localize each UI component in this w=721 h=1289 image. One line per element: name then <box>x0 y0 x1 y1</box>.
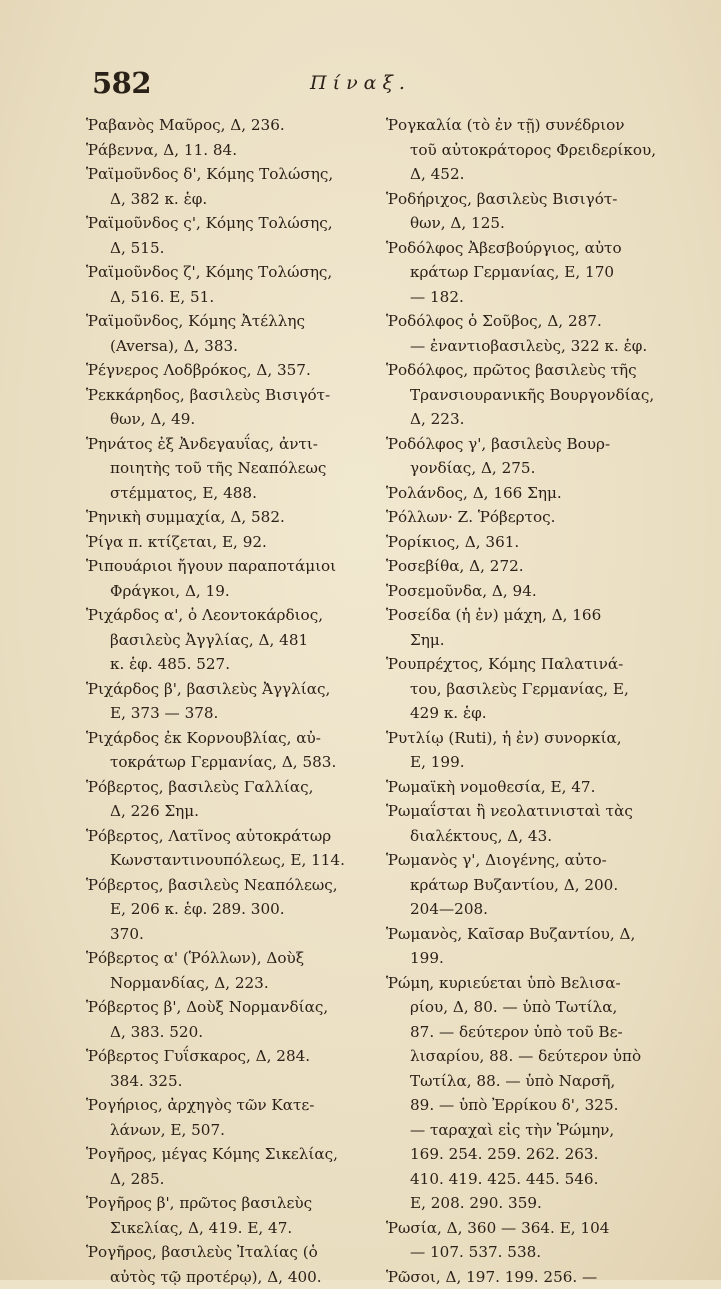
index-entry: Ῥόβερτος, βασιλεὺς Γαλλίας, <box>86 775 376 800</box>
index-entry-continuation: Φράγκοι, Δ, 19. <box>86 579 376 604</box>
index-entry-continuation: γονδίας, Δ, 275. <box>386 456 682 481</box>
index-entry: Ῥαϊμοῦνδος ς', Κόμης Τολώσης, <box>86 211 376 236</box>
index-column-left <box>86 113 376 1289</box>
index-column-right <box>386 113 682 1289</box>
index-entry: Ῥωμαΐσται ἢ νεολατινισταὶ τὰς <box>386 799 682 824</box>
index-entry-continuation: Δ, 383. 520. <box>86 1020 376 1045</box>
index-entry: Ῥυτλίῳ (Ruti), ἡ ἐν) συνορκία, <box>386 726 682 751</box>
index-entry: Ῥορίκιος, Δ, 361. <box>386 530 682 555</box>
index-entry-continuation: κ. ἑφ. 485. 527. <box>86 652 376 677</box>
index-entry-continuation: κράτωρ Βυζαντίου, Δ, 200. <box>386 873 682 898</box>
index-entry-continuation: Ε, 206 κ. ἑφ. 289. 300. <box>86 897 376 922</box>
index-entry-continuation: τοῦ αὐτοκράτορος Φρειδερίκου, <box>386 138 682 163</box>
index-entry-continuation: Νορμανδίας, Δ, 223. <box>86 971 376 996</box>
index-entry-continuation: Ε, 199. <box>386 750 682 775</box>
index-entry-continuation: 429 κ. ἑφ. <box>386 701 682 726</box>
index-entry: Ῥόλλων· Ζ. Ῥόβερτος. <box>386 505 682 530</box>
index-entry-continuation: Δ, 452. <box>386 162 682 187</box>
index-entry-continuation: θων, Δ, 49. <box>86 407 376 432</box>
index-entry-continuation: βασιλεὺς Ἀγγλίας, Δ, 481 <box>86 628 376 653</box>
index-entry-continuation: — 107. 537. 538. <box>386 1240 682 1265</box>
index-entry: Ῥιχάρδος β', βασιλεὺς Ἀγγλίας, <box>86 677 376 702</box>
index-entry: Ῥοδήριχος, βασιλεὺς Βισιγότ- <box>386 187 682 212</box>
index-entry-continuation: (Aversa), Δ, 383. <box>86 334 376 359</box>
index-entry-continuation: — ἐναντιοβασιλεὺς, 322 κ. ἑφ. <box>386 334 682 359</box>
index-entry-continuation: Τωτίλα, 88. — ὑπὸ Ναρσῆ, <box>386 1069 682 1094</box>
index-entry: Ῥωμανὸς, Καῖσαρ Βυζαντίου, Δ, <box>386 922 682 947</box>
index-entry: Ῥοδόλφος ὁ Σοῦβος, Δ, 287. <box>386 309 682 334</box>
index-entry-continuation: τοκράτωρ Γερμανίας, Δ, 583. <box>86 750 376 775</box>
index-entry: Ῥόβερτος, βασιλεὺς Νεαπόλεως, <box>86 873 376 898</box>
index-entry-continuation: ρίου, Δ, 80. — ὑπὸ Τωτίλα, <box>386 995 682 1020</box>
index-entry-continuation: στέμματος, Ε, 488. <box>86 481 376 506</box>
index-entry-continuation: λάνων, Ε, 507. <box>86 1118 376 1143</box>
index-entry: Ῥιχάρδος α', ὁ Λεοντοκάρδιος, <box>86 603 376 628</box>
index-entry: Ῥηνάτος ἐξ Ἀνδεγαυΐας, ἀντι- <box>86 432 376 457</box>
index-entry: Ῥόβερτος, Λατῖνος αὐτοκράτωρ <box>86 824 376 849</box>
index-entry: Ῥαϊμοῦνδος δ', Κόμης Τολώσης, <box>86 162 376 187</box>
index-entry: Ῥοδόλφος, πρῶτος βασιλεὺς τῆς <box>386 358 682 383</box>
index-entry: Ῥοδόλφος Ἀβεσβούργιος, αὐτο <box>386 236 682 261</box>
index-entry: Ῥοσείδα (ἡ ἐν) μάχη, Δ, 166 <box>386 603 682 628</box>
index-entry: Ῥόβερτος α' (Ῥόλλων), Δοὺξ <box>86 946 376 971</box>
index-entry-continuation: 199. <box>386 946 682 971</box>
index-entry-continuation: ποιητὴς τοῦ τῆς Νεαπόλεως <box>86 456 376 481</box>
index-entry-continuation: — 182. <box>386 285 682 310</box>
index-entry: Ῥαϊμοῦνδος ζ', Κόμης Τολώσης, <box>86 260 376 285</box>
index-entry: Ῥόβερτος Γυΐσκαρος, Δ, 284. <box>86 1044 376 1069</box>
index-entry: Ῥαβανὸς Μαῦρος, Δ, 236. <box>86 113 376 138</box>
index-entry-continuation: Κωνσταντινουπόλεως, Ε, 114. <box>86 848 376 873</box>
index-entry-continuation: αὐτὸς τῷ προτέρῳ), Δ, 400. <box>86 1265 376 1289</box>
index-entry: Ῥογκαλία (τὸ ἐν τῇ) συνέδριον <box>386 113 682 138</box>
index-entry-continuation: Δ, 516. Ε, 51. <box>86 285 376 310</box>
page-number: 582 <box>92 66 151 100</box>
index-entry: Ῥῶσοι, Δ, 197. 199. 256. — <box>386 1265 682 1289</box>
index-entry: Ῥογῆρος, βασιλεὺς Ἰταλίας (ὁ <box>86 1240 376 1265</box>
index-entry: Ῥεκκάρηδος, βασιλεὺς Βισιγότ- <box>86 383 376 408</box>
running-title: Πίναξ. <box>0 72 721 94</box>
index-entry-continuation: Δ, 285. <box>86 1167 376 1192</box>
index-entry-continuation: Δ, 226 Σημ. <box>86 799 376 824</box>
index-entry: Ῥώμη, κυριεύεται ὑπὸ Βελισα- <box>386 971 682 996</box>
index-entry: Ῥίγα π. κτίζεται, Ε, 92. <box>86 530 376 555</box>
index-entry-continuation: θων, Δ, 125. <box>386 211 682 236</box>
index-entry-continuation: — ταραχαὶ εἰς τὴν Ῥώμην, <box>386 1118 682 1143</box>
index-entry-continuation: του, βασιλεὺς Γερμανίας, Ε, <box>386 677 682 702</box>
index-entry-continuation: Σικελίας, Δ, 419. Ε, 47. <box>86 1216 376 1241</box>
index-entry: Ῥοδόλφος γ', βασιλεὺς Βουρ- <box>386 432 682 457</box>
index-entry: Ῥογῆρος, μέγας Κόμης Σικελίας, <box>86 1142 376 1167</box>
index-entry-continuation: Σημ. <box>386 628 682 653</box>
index-entry: Ῥουπρέχτος, Κόμης Παλατινά- <box>386 652 682 677</box>
index-entry: Ῥαϊμοῦνδος, Κόμης Ἀτέλλης <box>86 309 376 334</box>
index-entry-continuation: διαλέκτους, Δ, 43. <box>386 824 682 849</box>
index-entry-continuation: 370. <box>86 922 376 947</box>
index-entry-continuation: Τρανσιουρανικῆς Βουργονδίας, <box>386 383 682 408</box>
index-entry-continuation: 87. — δεύτερον ὑπὸ τοῦ Βε- <box>386 1020 682 1045</box>
index-entry-continuation: Δ, 515. <box>86 236 376 261</box>
index-entry-continuation: Δ, 382 κ. ἑφ. <box>86 187 376 212</box>
index-entry-continuation: 384. 325. <box>86 1069 376 1094</box>
index-entry: Ῥιπουάριοι ἤγουν παραποτάμιοι <box>86 554 376 579</box>
index-entry-continuation: λισαρίου, 88. — δεύτερον ὑπὸ <box>386 1044 682 1069</box>
index-entry: Ῥωμανὸς γ', Διογένης, αὐτο- <box>386 848 682 873</box>
index-entry: Ῥωμαϊκὴ νομοθεσία, Ε, 47. <box>386 775 682 800</box>
index-entry: Ῥοσεβίθα, Δ, 272. <box>386 554 682 579</box>
index-entry: Ῥολάνδος, Δ, 166 Σημ. <box>386 481 682 506</box>
index-entry-continuation: Ε, 373 — 378. <box>86 701 376 726</box>
index-entry: Ῥόβερτος β', Δοὺξ Νορμανδίας, <box>86 995 376 1020</box>
index-entry: Ῥωσία, Δ, 360 — 364. Ε, 104 <box>386 1216 682 1241</box>
index-entry: Ῥηνικὴ συμμαχία, Δ, 582. <box>86 505 376 530</box>
index-entry: Ῥάβεννα, Δ, 11. 84. <box>86 138 376 163</box>
index-entry-continuation: κράτωρ Γερμανίας, Ε, 170 <box>386 260 682 285</box>
index-entry-continuation: 410. 419. 425. 445. 546. <box>386 1167 682 1192</box>
index-entry: Ῥοσεμοῦνδα, Δ, 94. <box>386 579 682 604</box>
index-entry: Ῥογῆρος β', πρῶτος βασιλεὺς <box>86 1191 376 1216</box>
index-entry-continuation: Δ, 223. <box>386 407 682 432</box>
index-entry: Ῥιχάρδος ἐκ Κορνουβλίας, αὐ- <box>86 726 376 751</box>
index-entry-continuation: 169. 254. 259. 262. 263. <box>386 1142 682 1167</box>
index-entry-continuation: Ε, 208. 290. 359. <box>386 1191 682 1216</box>
index-entry: Ῥογήριος, ἀρχηγὸς τῶν Κατε- <box>86 1093 376 1118</box>
index-entry-continuation: 89. — ὑπὸ Ἐρρίκου δ', 325. <box>386 1093 682 1118</box>
index-entry-continuation: 204—208. <box>386 897 682 922</box>
index-entry: Ῥέγνερος Λοδβρόκος, Δ, 357. <box>86 358 376 383</box>
